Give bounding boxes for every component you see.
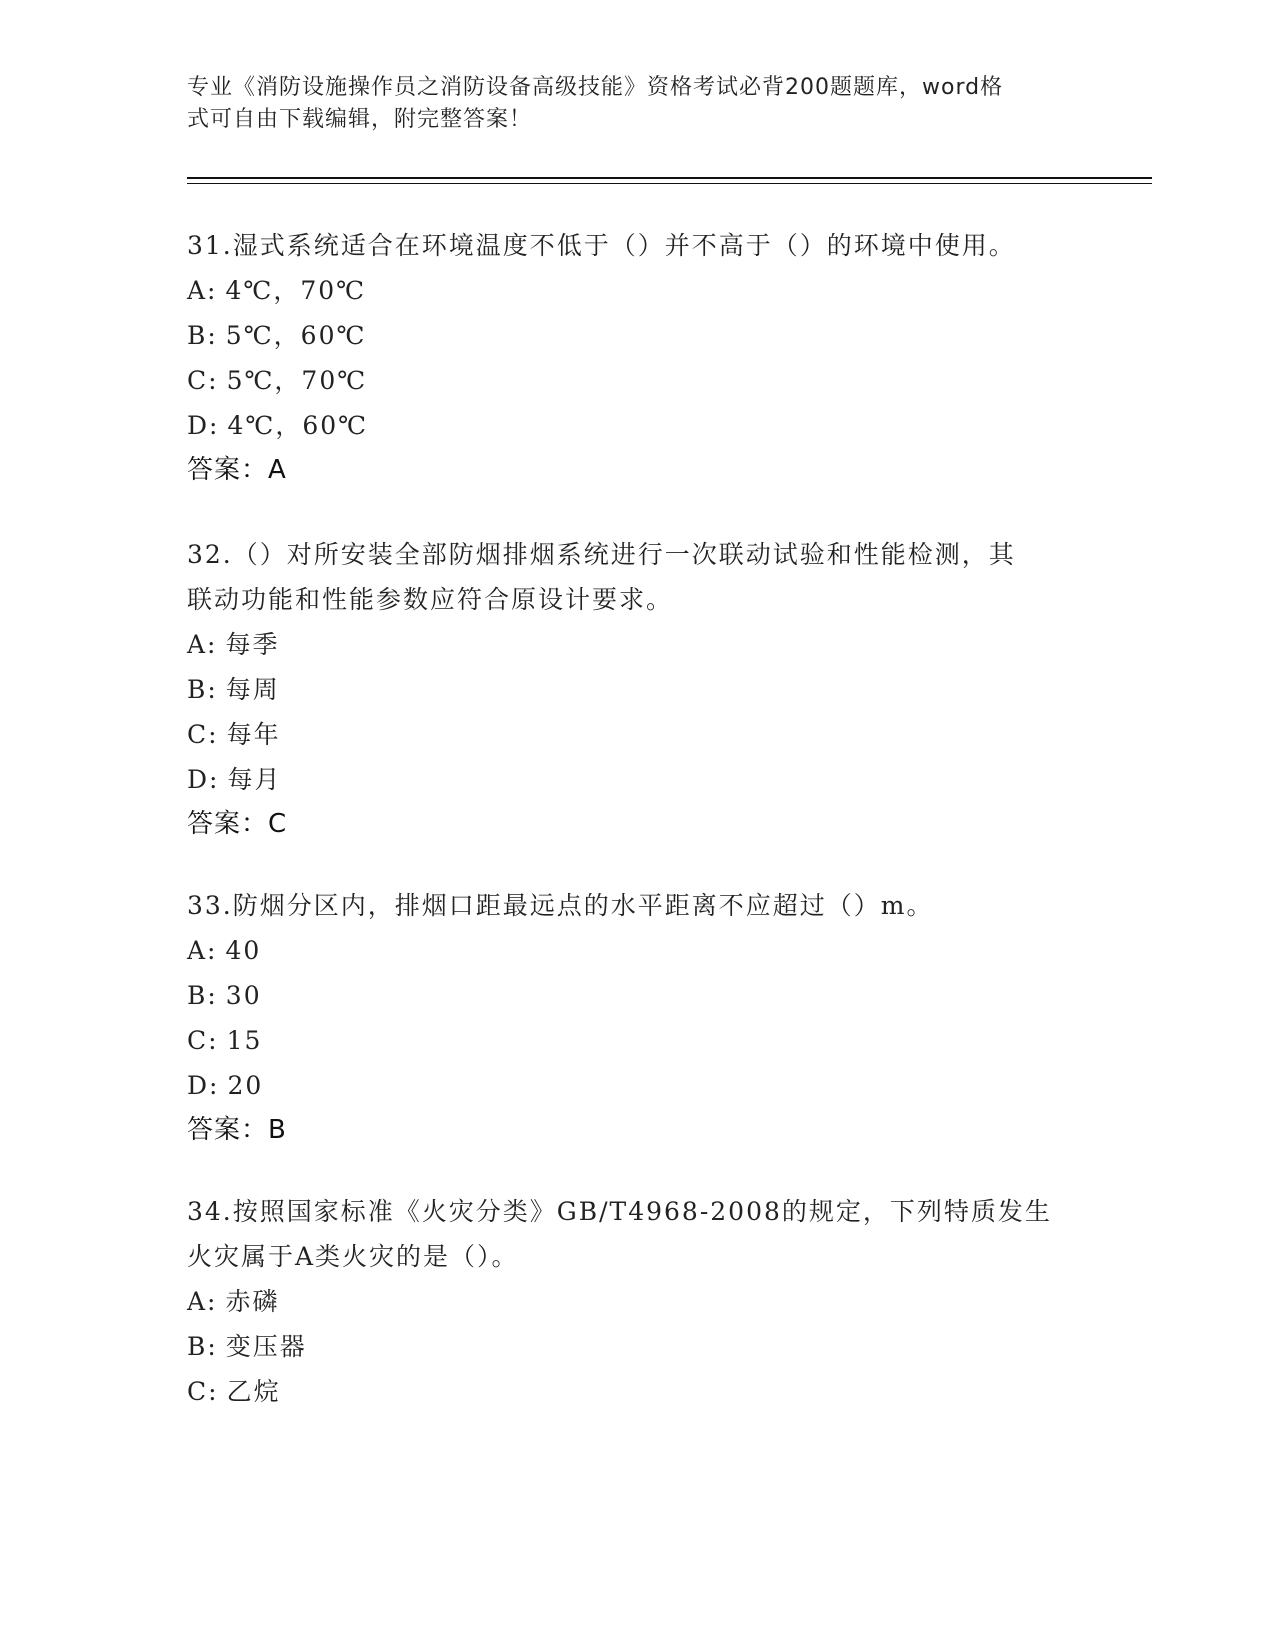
option-text: 赤磷 <box>225 1287 280 1316</box>
answer-line: 答案：B <box>187 1115 287 1145</box>
option-b <box>187 667 1087 712</box>
option-key: D: <box>187 1071 220 1100</box>
header-divider-thick <box>187 177 1152 179</box>
question-text: 33.防烟分区内，排烟口距最远点的水平距离不应超过（）m。 <box>187 891 934 920</box>
option-key: C: <box>187 1026 219 1055</box>
option-d <box>187 1063 1087 1108</box>
question-32 <box>187 532 1087 847</box>
option-key: A: <box>187 1287 218 1316</box>
question-text-line-2: 联动功能和性能参数应符合原设计要求。 <box>187 585 674 614</box>
option-text: 5℃，70℃ <box>226 366 368 395</box>
option-text: 4℃，60℃ <box>227 411 369 440</box>
option-c <box>187 358 1087 403</box>
document-header <box>187 72 1067 136</box>
option-key: C: <box>187 366 219 395</box>
question-31 <box>187 223 1087 493</box>
option-a <box>187 268 1087 313</box>
option-key: A: <box>187 630 218 659</box>
option-text: 5℃，60℃ <box>225 321 367 350</box>
option-b <box>187 1324 1087 1369</box>
question-33 <box>187 883 1087 1153</box>
option-text: 20 <box>227 1071 264 1100</box>
option-a <box>187 928 1087 973</box>
header-line-2: 式可自由下载编辑，附完整答案！ <box>187 107 533 132</box>
option-key: D: <box>187 765 220 794</box>
question-text: 31.湿式系统适合在环境温度不低于（）并不高于（）的环境中使用。 <box>187 231 1016 260</box>
option-key: C: <box>187 1377 219 1406</box>
option-c <box>187 1369 1087 1414</box>
question-34 <box>187 1189 1087 1414</box>
option-key: B: <box>187 321 218 350</box>
option-text: 每月 <box>227 765 282 794</box>
option-key: B: <box>187 1332 218 1361</box>
option-key: A: <box>187 936 218 965</box>
option-text: 40 <box>225 936 262 965</box>
option-text: 每年 <box>226 720 281 749</box>
answer-line: 答案：C <box>187 809 288 839</box>
question-text-line-1: 34.按照国家标准《火灾分类》GB/T4968-2008的规定，下列特质发生 <box>187 1197 1052 1226</box>
option-text: 变压器 <box>225 1332 307 1361</box>
option-text: 30 <box>225 981 262 1010</box>
option-key: B: <box>187 675 218 704</box>
option-b <box>187 313 1087 358</box>
option-d <box>187 403 1087 448</box>
option-a <box>187 1279 1087 1324</box>
option-b <box>187 973 1087 1018</box>
option-c <box>187 1018 1087 1063</box>
question-text-line-1: 32.（）对所安装全部防烟排烟系统进行一次联动试验和性能检测，其 <box>187 540 1016 569</box>
question-text-line-2: 火灾属于A类火灾的是（）。 <box>187 1242 519 1271</box>
header-line-1: 专业《消防设施操作员之消防设备高级技能》资格考试必背200题题库，word格 <box>187 75 1004 100</box>
option-c <box>187 712 1087 757</box>
answer-line: 答案：A <box>187 455 287 485</box>
option-text: 乙烷 <box>226 1377 281 1406</box>
option-key: C: <box>187 720 219 749</box>
header-divider-thin <box>187 183 1152 184</box>
option-d <box>187 757 1087 802</box>
option-a <box>187 622 1087 667</box>
option-key: A: <box>187 276 218 305</box>
option-text: 15 <box>226 1026 263 1055</box>
option-text: 每周 <box>225 675 280 704</box>
option-key: D: <box>187 411 220 440</box>
option-key: B: <box>187 981 218 1010</box>
option-text: 每季 <box>225 630 280 659</box>
option-text: 4℃，70℃ <box>225 276 367 305</box>
